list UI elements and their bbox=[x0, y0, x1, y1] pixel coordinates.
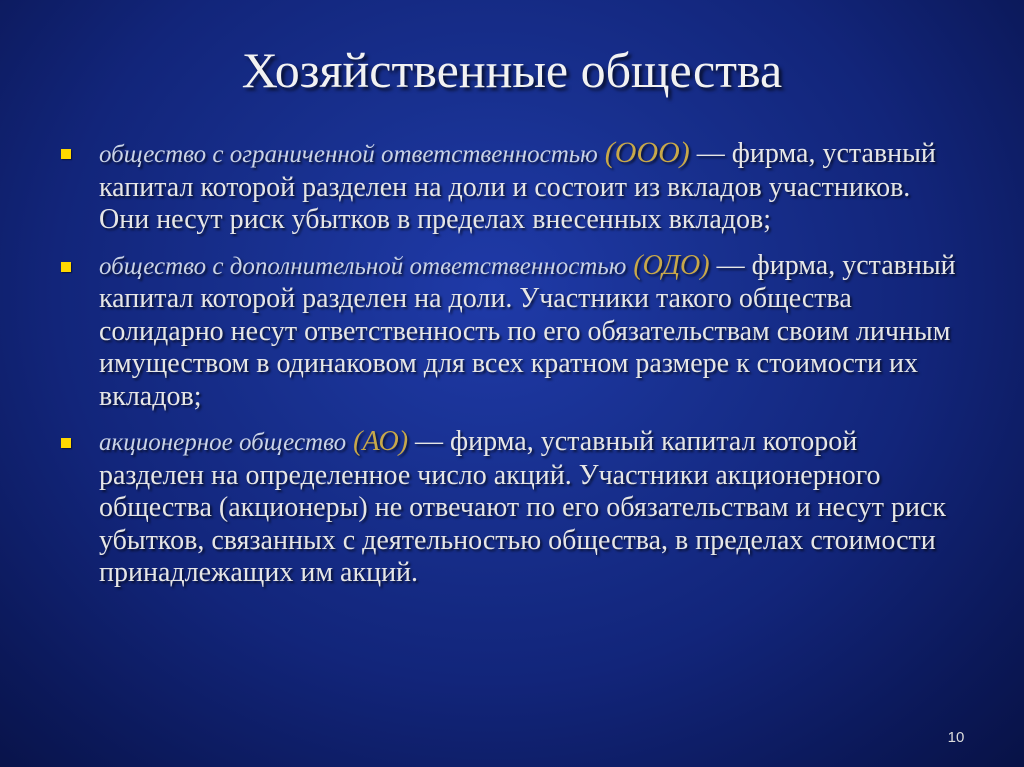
bullet-ao bbox=[58, 426, 958, 590]
bullet-term: акционерное общество bbox=[99, 429, 347, 456]
bullet-abbreviation: (ОДО) bbox=[633, 249, 710, 281]
bullet-abbreviation: (ООО) bbox=[604, 136, 690, 169]
bullet-term: общество с дополнительной ответственностью bbox=[99, 252, 627, 280]
square-bullet-icon bbox=[61, 262, 71, 272]
bullet-term: общество с ограниченной ответственностью bbox=[99, 141, 598, 168]
bullet-ooo bbox=[58, 137, 958, 237]
bullet-list bbox=[58, 137, 958, 603]
slide-title: Хозяйственные общества bbox=[241, 42, 783, 98]
bullet-odo bbox=[58, 250, 958, 414]
page-number: 10 bbox=[947, 729, 965, 746]
square-bullet-icon bbox=[61, 438, 71, 448]
bullet-text: — фирма, уставный капитал которой разделен на доли. Участники такого общества солидарно несут ответственность по его обязательствам своим личным имуществом в одинаковом для всех кратном размере к стоимости их вкладов; bbox=[99, 249, 956, 412]
bullet-text: — фирма, уставный капитал которой разделен на доли и состоит из вкладов участников. Они несут риск убытков в пределах внесенных вкладов; bbox=[99, 138, 936, 235]
square-bullet-icon bbox=[61, 149, 71, 159]
bullet-text: — фирма, уставный капитал которой разделен на определенное число акций. Участники акционерного общества (акционеры) не отвечают по его обязательствам и несут риск убытков, связанных с деятельностью общества, в пределах стоимости принадлежащих им акций. bbox=[99, 426, 946, 588]
bullet-abbreviation: (АО) bbox=[353, 426, 409, 457]
